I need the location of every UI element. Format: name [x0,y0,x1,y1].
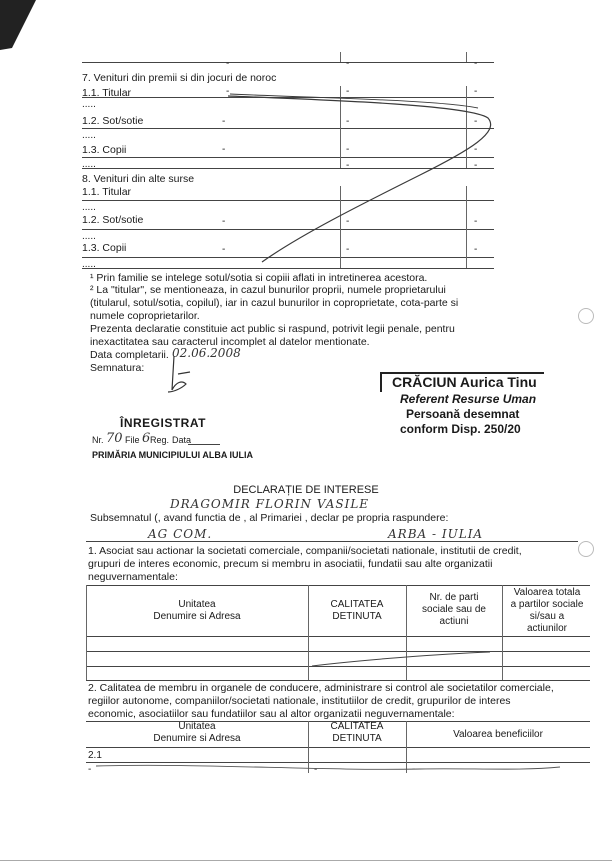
declaration-title: DECLARAȚIE DE INTERESE [233,484,379,496]
table1-strike-mark [0,640,612,680]
footnote-2-line3: numele coproprietarilor. [90,310,200,322]
punch-hole [578,308,594,324]
section8-row-titular: 1.1. Titular [82,186,132,198]
section8-row-copii: 1.3. Copii [82,242,127,254]
dash: - [474,160,478,171]
reg-stamp-nr-label: Nr. [92,435,104,445]
hr-stamp-name: CRĂCIUN Aurica Tinu [392,374,537,390]
t2-header-unit: Unitatea Denumire si Adresa [153,721,241,744]
reg-stamp-nr-value: 70 [106,431,123,446]
section1-line3: neguvernamentale: [88,571,178,583]
scan-bottom-edge [0,860,612,861]
dash: - [222,116,226,127]
dash: - [346,144,350,155]
dots: ..... [82,159,96,170]
dots: ..... [82,99,96,110]
dash: - [474,216,478,227]
dash: - [226,86,230,97]
section2-line2: regiilor autonome, companiilor/societati nationale, institutiilor de credit, grupurilor de interes [88,695,511,707]
hr-stamp [380,372,546,446]
t2-row-label: 2.1 [88,750,102,761]
section7-row-titular: 1.1. Titular [82,87,132,99]
reg-stamp-title: ÎNREGISTRAT [120,416,206,430]
section8-heading: 8. Venituri din alte surse [82,173,195,185]
dash: - [222,144,226,155]
section8-row-sot: 1.2. Sot/sotie [82,214,144,226]
section1-line2: grupuri de interes economic, precum si membru in asociatii, fundatii sau alte organizatii [88,558,493,570]
dash: - [222,216,226,227]
section7-heading: 7. Venituri din premii si din jocuri de noroc [82,72,277,84]
reg-stamp-org: PRIMĂRIA MUNICIPIULUI ALBA IULIA [92,450,253,460]
dash: - [474,116,478,127]
dash: - [346,216,350,227]
section1-line1: 1. Asociat sau actionar la societati comerciale, companii/societati nationale, institutii de credit, [88,545,522,557]
hr-stamp-disp: conform Disp. 250/20 [400,422,521,436]
function-handwritten: AG COM. [148,527,213,541]
dash: - [474,144,478,155]
punch-hole [578,541,594,557]
dash: - [346,244,350,255]
reg-stamp-file-value: 6 [142,431,151,446]
date-label: Data completarii. [90,349,169,361]
hr-stamp-role: Referent Resurse Uman [400,392,537,406]
table2-strike-mark [0,755,612,785]
dash: - [226,58,230,69]
rule [86,541,578,542]
signature-mark [160,352,200,398]
dots: ..... [82,202,96,213]
date-handwritten: 02.06.2008 [172,346,241,360]
reg-stamp-date-label: Data [172,435,192,445]
dash: - [346,86,350,97]
pen-strike-mark [0,0,612,300]
rule [188,444,220,445]
dots: ..... [82,130,96,141]
institution-handwritten: ARBA - IULIA [388,527,484,541]
public-statement-line1: Prezenta declaratie constituie act public si raspund, potrivit legii penale, pentru [90,323,455,335]
declarant-name-handwritten: DRAGOMIR FLORIN VASILE [170,497,370,511]
dash: - [474,86,478,97]
dots: ..... [82,231,96,242]
section7-row-copii: 1.3. Copii [82,144,127,156]
section2-line3: economic, asociatiilor sau fundatiilor sau al altor organizatii neguvernamentale: [88,708,455,720]
footnote-2-line2: (titularul, sotul/sotia, copilul), iar in cazul bunurilor in coproprietate, cota-parte si [90,297,459,309]
reg-stamp-reg-label: Reg. [150,435,170,445]
dots: ..... [82,259,96,270]
section7-row-sot: 1.2. Sot/sotie [82,115,144,127]
dash: - [314,764,318,775]
public-statement-line2: inexactitatea sau caracterul incomplet al datelor mentionate. [90,336,370,348]
dash: - [474,244,478,255]
hr-stamp-designated: Persoană desemnat [406,407,520,421]
dash: - [346,58,350,69]
dash: - [222,244,226,255]
reg-stamp-file-label: File [125,435,140,445]
dash: - [474,58,478,69]
t1-header-shares-count: Nr. de parti sociale sau de actiuni [422,592,486,627]
t1-header-quality: CALITATEA DETINUTA [330,599,384,622]
signature-label: Semnatura: [90,362,145,374]
t1-header-total-value: Valoarea totala a partilor sociale si/sau a actiunilor [510,587,584,634]
dash: - [346,160,350,171]
subsemnatul-line: Subsemnatul (, avand functia de , al Primariei , declar pe propria raspundere: [90,512,449,524]
dash: - [412,764,416,775]
t2-header-quality: CALITATEA DETINUTA [330,721,384,744]
dash: - [88,764,92,775]
dash: - [346,116,350,127]
t1-header-unit: Unitatea Denumire si Adresa [153,599,241,622]
footnote-2-line1: ² La "titular", se mentioneaza, in cazul bunurilor proprii, numele proprietarului [90,284,446,296]
footnote-1: ¹ Prin familie se intelege sotul/sotia si copiii aflati in intretinerea acestora. [90,272,428,284]
t2-header-benefits: Valoarea beneficiilor [453,729,543,740]
section2-line1: 2. Calitatea de membru in organele de conducere, administrare si control ale societatilor comerciale, [88,682,554,694]
